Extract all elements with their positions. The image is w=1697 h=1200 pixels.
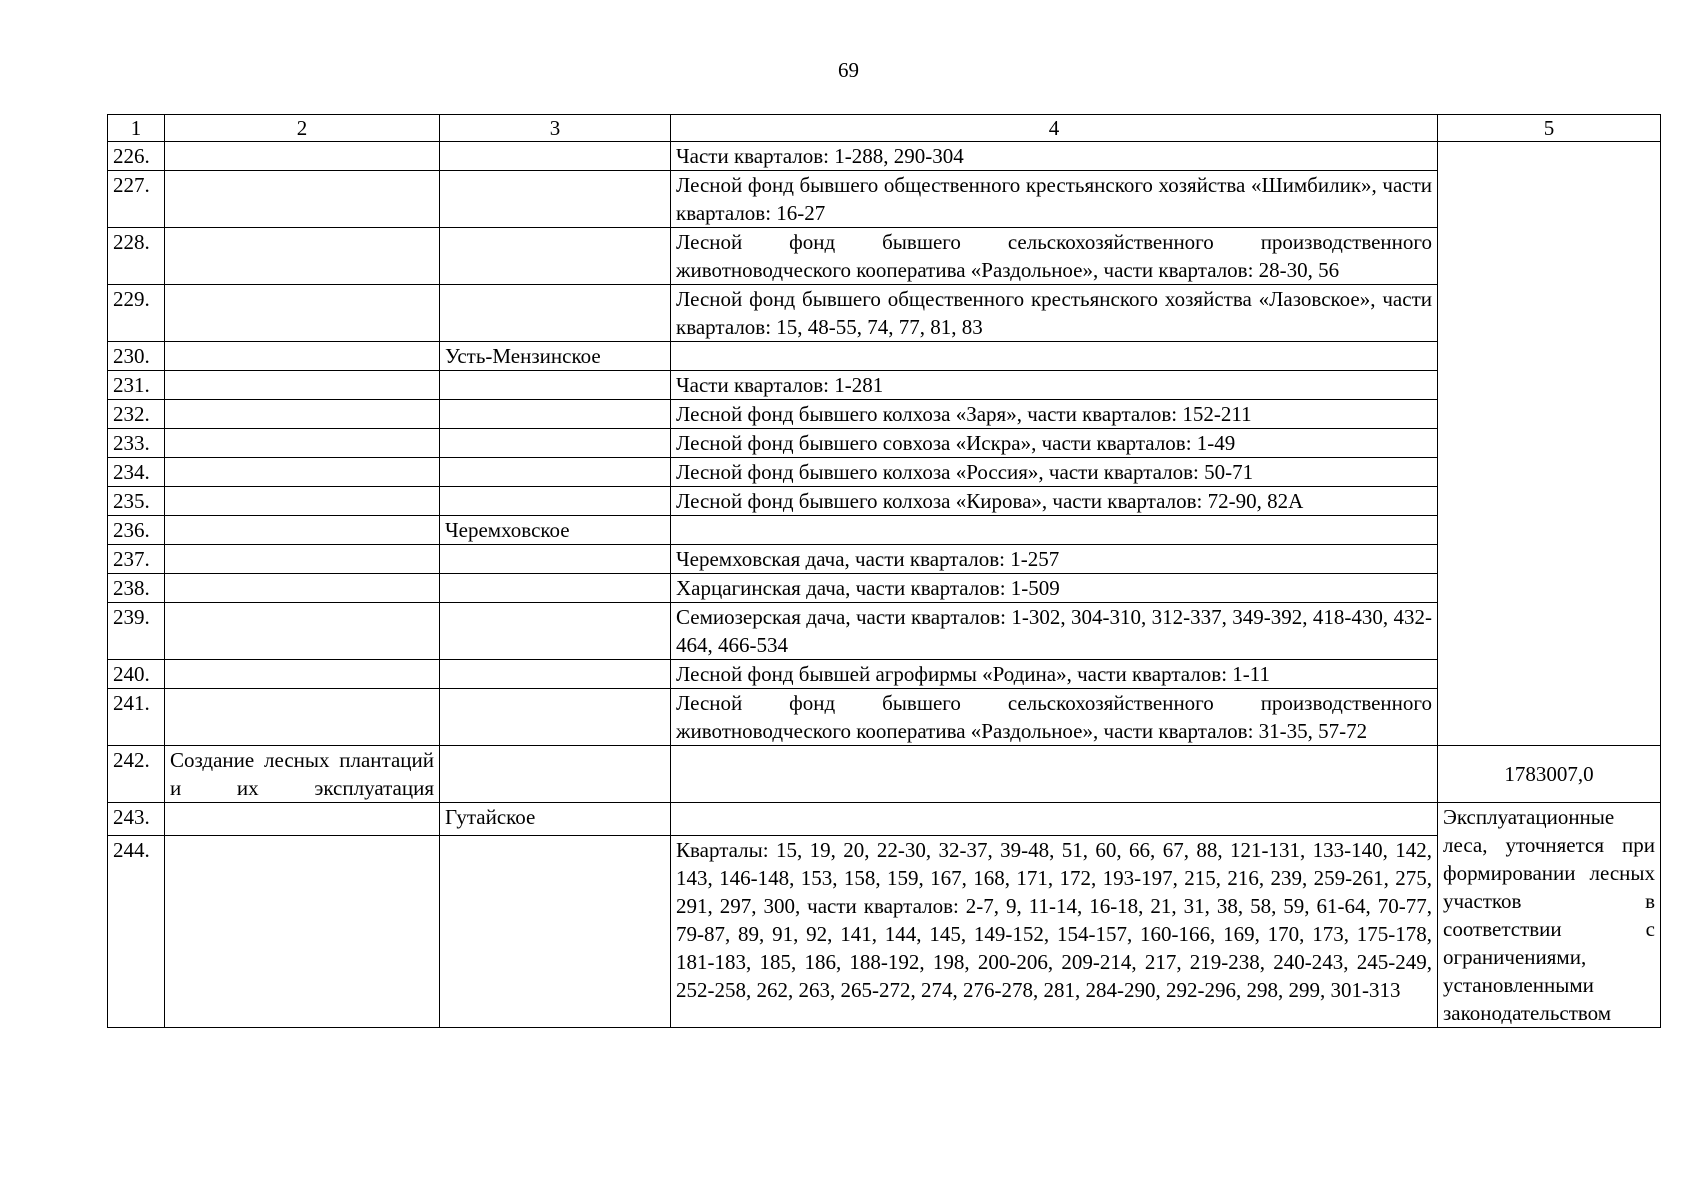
- row-number: 240.: [108, 660, 165, 689]
- cell-forestry: Усть-Мензинское: [440, 342, 671, 371]
- cell-purpose: [165, 371, 440, 400]
- table-row: [108, 400, 1661, 429]
- cell-quarters: Харцагинская дача, части кварталов: 1-509: [671, 574, 1438, 603]
- table-row: [108, 342, 1661, 371]
- cell-quarters: Лесной фонд бывшего общественного крестьянского хозяйства «Лазовское», части кварталов: 15, 48-55, 74, 77, 81, 83: [671, 285, 1438, 342]
- cell-purpose: [165, 835, 440, 1027]
- cell-forestry: [440, 835, 671, 1027]
- row-number: 228.: [108, 228, 165, 285]
- cell-purpose: [165, 545, 440, 574]
- cell-forestry: [440, 429, 671, 458]
- row-number: 236.: [108, 516, 165, 545]
- table-row: [108, 660, 1661, 689]
- cell-purpose: [165, 574, 440, 603]
- row-number: 243.: [108, 803, 165, 836]
- cell-quarters: Лесной фонд бывшего колхоза «Заря», части кварталов: 152-211: [671, 400, 1438, 429]
- cell-purpose: [165, 142, 440, 171]
- cell-forestry: [440, 142, 671, 171]
- row-number: 234.: [108, 458, 165, 487]
- cell-forestry: [440, 228, 671, 285]
- cell-area-empty: [1438, 142, 1661, 746]
- header-col-2: 2: [165, 115, 440, 142]
- row-number: 229.: [108, 285, 165, 342]
- cell-area: 1783007,0: [1438, 746, 1661, 803]
- table-row: [108, 228, 1661, 285]
- table-row: [108, 285, 1661, 342]
- table-body: [108, 142, 1661, 1028]
- page-number: 69: [838, 58, 859, 82]
- cell-forestry: [440, 171, 671, 228]
- cell-forestry: [440, 689, 671, 746]
- header-col-3: 3: [440, 115, 671, 142]
- cell-forestry: [440, 545, 671, 574]
- cell-forestry: [440, 603, 671, 660]
- cell-purpose: [165, 516, 440, 545]
- table-row: [108, 142, 1661, 171]
- row-number: 235.: [108, 487, 165, 516]
- cell-quarters: Кварталы: 15, 19, 20, 22-30, 32-37, 39-48, 51, 60, 66, 67, 88, 121-131, 133-140, 142, 143, 146-148, 153, 158, 159, 167, 168, 171, 172, 193-197, 215, 216, 239, 259-261, 275, 291, 297, 300, части кварталов: 2-7, 9, 11-14, 16-18, 21, 31, 38, 58, 59, 61-64, 70-77, 79-87, 89, 91, 92, 141, 144, 145, 149-152, 154-157, 160-166, 169, 170, 173, 175-178, 181-183, 185, 186, 188-192, 198, 200-206, 209-214, 217, 219-238, 240-243, 245-249, 252-258, 262, 263, 265-272, 274, 276-278, 281, 284-290, 292-296, 298, 299, 301-313: [671, 835, 1438, 1027]
- row-number: 239.: [108, 603, 165, 660]
- forest-plots-table: [107, 114, 1661, 1028]
- cell-quarters: [671, 516, 1438, 545]
- cell-purpose: Создание лесных плантаций и их эксплуатация: [165, 746, 440, 803]
- cell-quarters: Семиозерская дача, части кварталов: 1-302, 304-310, 312-337, 349-392, 418-430, 432-464, 466-534: [671, 603, 1438, 660]
- table-row: [108, 429, 1661, 458]
- cell-forestry: [440, 487, 671, 516]
- cell-purpose: [165, 400, 440, 429]
- cell-quarters: Лесной фонд бывшей агрофирмы «Родина», части кварталов: 1-11: [671, 660, 1438, 689]
- cell-forestry: [440, 660, 671, 689]
- table-row: [108, 689, 1661, 746]
- cell-purpose: [165, 429, 440, 458]
- cell-quarters: [671, 746, 1438, 803]
- table-row: [108, 171, 1661, 228]
- table-row-plantations: [108, 746, 1661, 803]
- cell-purpose: [165, 487, 440, 516]
- cell-forestry: [440, 371, 671, 400]
- cell-quarters: Части кварталов: 1-288, 290-304: [671, 142, 1438, 171]
- row-number: 241.: [108, 689, 165, 746]
- cell-forestry: Черемховское: [440, 516, 671, 545]
- row-number: 233.: [108, 429, 165, 458]
- cell-purpose: [165, 689, 440, 746]
- cell-forestry: [440, 574, 671, 603]
- cell-quarters: Лесной фонд бывшего сельскохозяйственного производственного животноводческого кооператива «Раздольное», части кварталов: 31-35, 57-72: [671, 689, 1438, 746]
- cell-forestry: Гутайское: [440, 803, 671, 836]
- cell-purpose: [165, 342, 440, 371]
- cell-forest-type-note: Эксплуатационные леса, уточняется при формировании лесных участков в соответствии с ограничениями, установленными законодательством: [1438, 803, 1661, 1028]
- cell-forestry: [440, 400, 671, 429]
- row-number: 238.: [108, 574, 165, 603]
- cell-purpose: [165, 803, 440, 836]
- cell-forestry: [440, 746, 671, 803]
- table-row: [108, 803, 1661, 836]
- cell-purpose: [165, 603, 440, 660]
- row-number: 237.: [108, 545, 165, 574]
- cell-purpose: [165, 171, 440, 228]
- header-col-5: 5: [1438, 115, 1661, 142]
- table-row: [108, 835, 1661, 1027]
- cell-quarters: Лесной фонд бывшего сельскохозяйственного производственного животноводческого кооператива «Раздольное», части кварталов: 28-30, 56: [671, 228, 1438, 285]
- table-row: [108, 603, 1661, 660]
- header-col-4: 4: [671, 115, 1438, 142]
- table-row: [108, 574, 1661, 603]
- table-row: [108, 371, 1661, 400]
- row-number: 226.: [108, 142, 165, 171]
- cell-quarters: Лесной фонд бывшего колхоза «Кирова», части кварталов: 72-90, 82А: [671, 487, 1438, 516]
- table-row: [108, 545, 1661, 574]
- header-row: [108, 115, 1661, 142]
- row-number: 244.: [108, 835, 165, 1027]
- cell-quarters: Черемховская дача, части кварталов: 1-257: [671, 545, 1438, 574]
- cell-quarters: [671, 803, 1438, 836]
- row-number: 242.: [108, 746, 165, 803]
- row-number: 230.: [108, 342, 165, 371]
- row-number: 232.: [108, 400, 165, 429]
- table-row: [108, 516, 1661, 545]
- cell-quarters: Лесной фонд бывшего совхоза «Искра», части кварталов: 1-49: [671, 429, 1438, 458]
- cell-purpose: [165, 660, 440, 689]
- cell-quarters: Лесной фонд бывшего общественного крестьянского хозяйства «Шимбилик», части кварталов: 16-27: [671, 171, 1438, 228]
- cell-purpose: [165, 228, 440, 285]
- cell-forestry: [440, 285, 671, 342]
- cell-purpose: [165, 285, 440, 342]
- header-col-1: 1: [108, 115, 165, 142]
- table-row: [108, 487, 1661, 516]
- cell-quarters: [671, 342, 1438, 371]
- cell-quarters: Лесной фонд бывшего колхоза «Россия», части кварталов: 50-71: [671, 458, 1438, 487]
- cell-forestry: [440, 458, 671, 487]
- row-number: 231.: [108, 371, 165, 400]
- row-number: 227.: [108, 171, 165, 228]
- cell-quarters: Части кварталов: 1-281: [671, 371, 1438, 400]
- table-row: [108, 458, 1661, 487]
- cell-purpose: [165, 458, 440, 487]
